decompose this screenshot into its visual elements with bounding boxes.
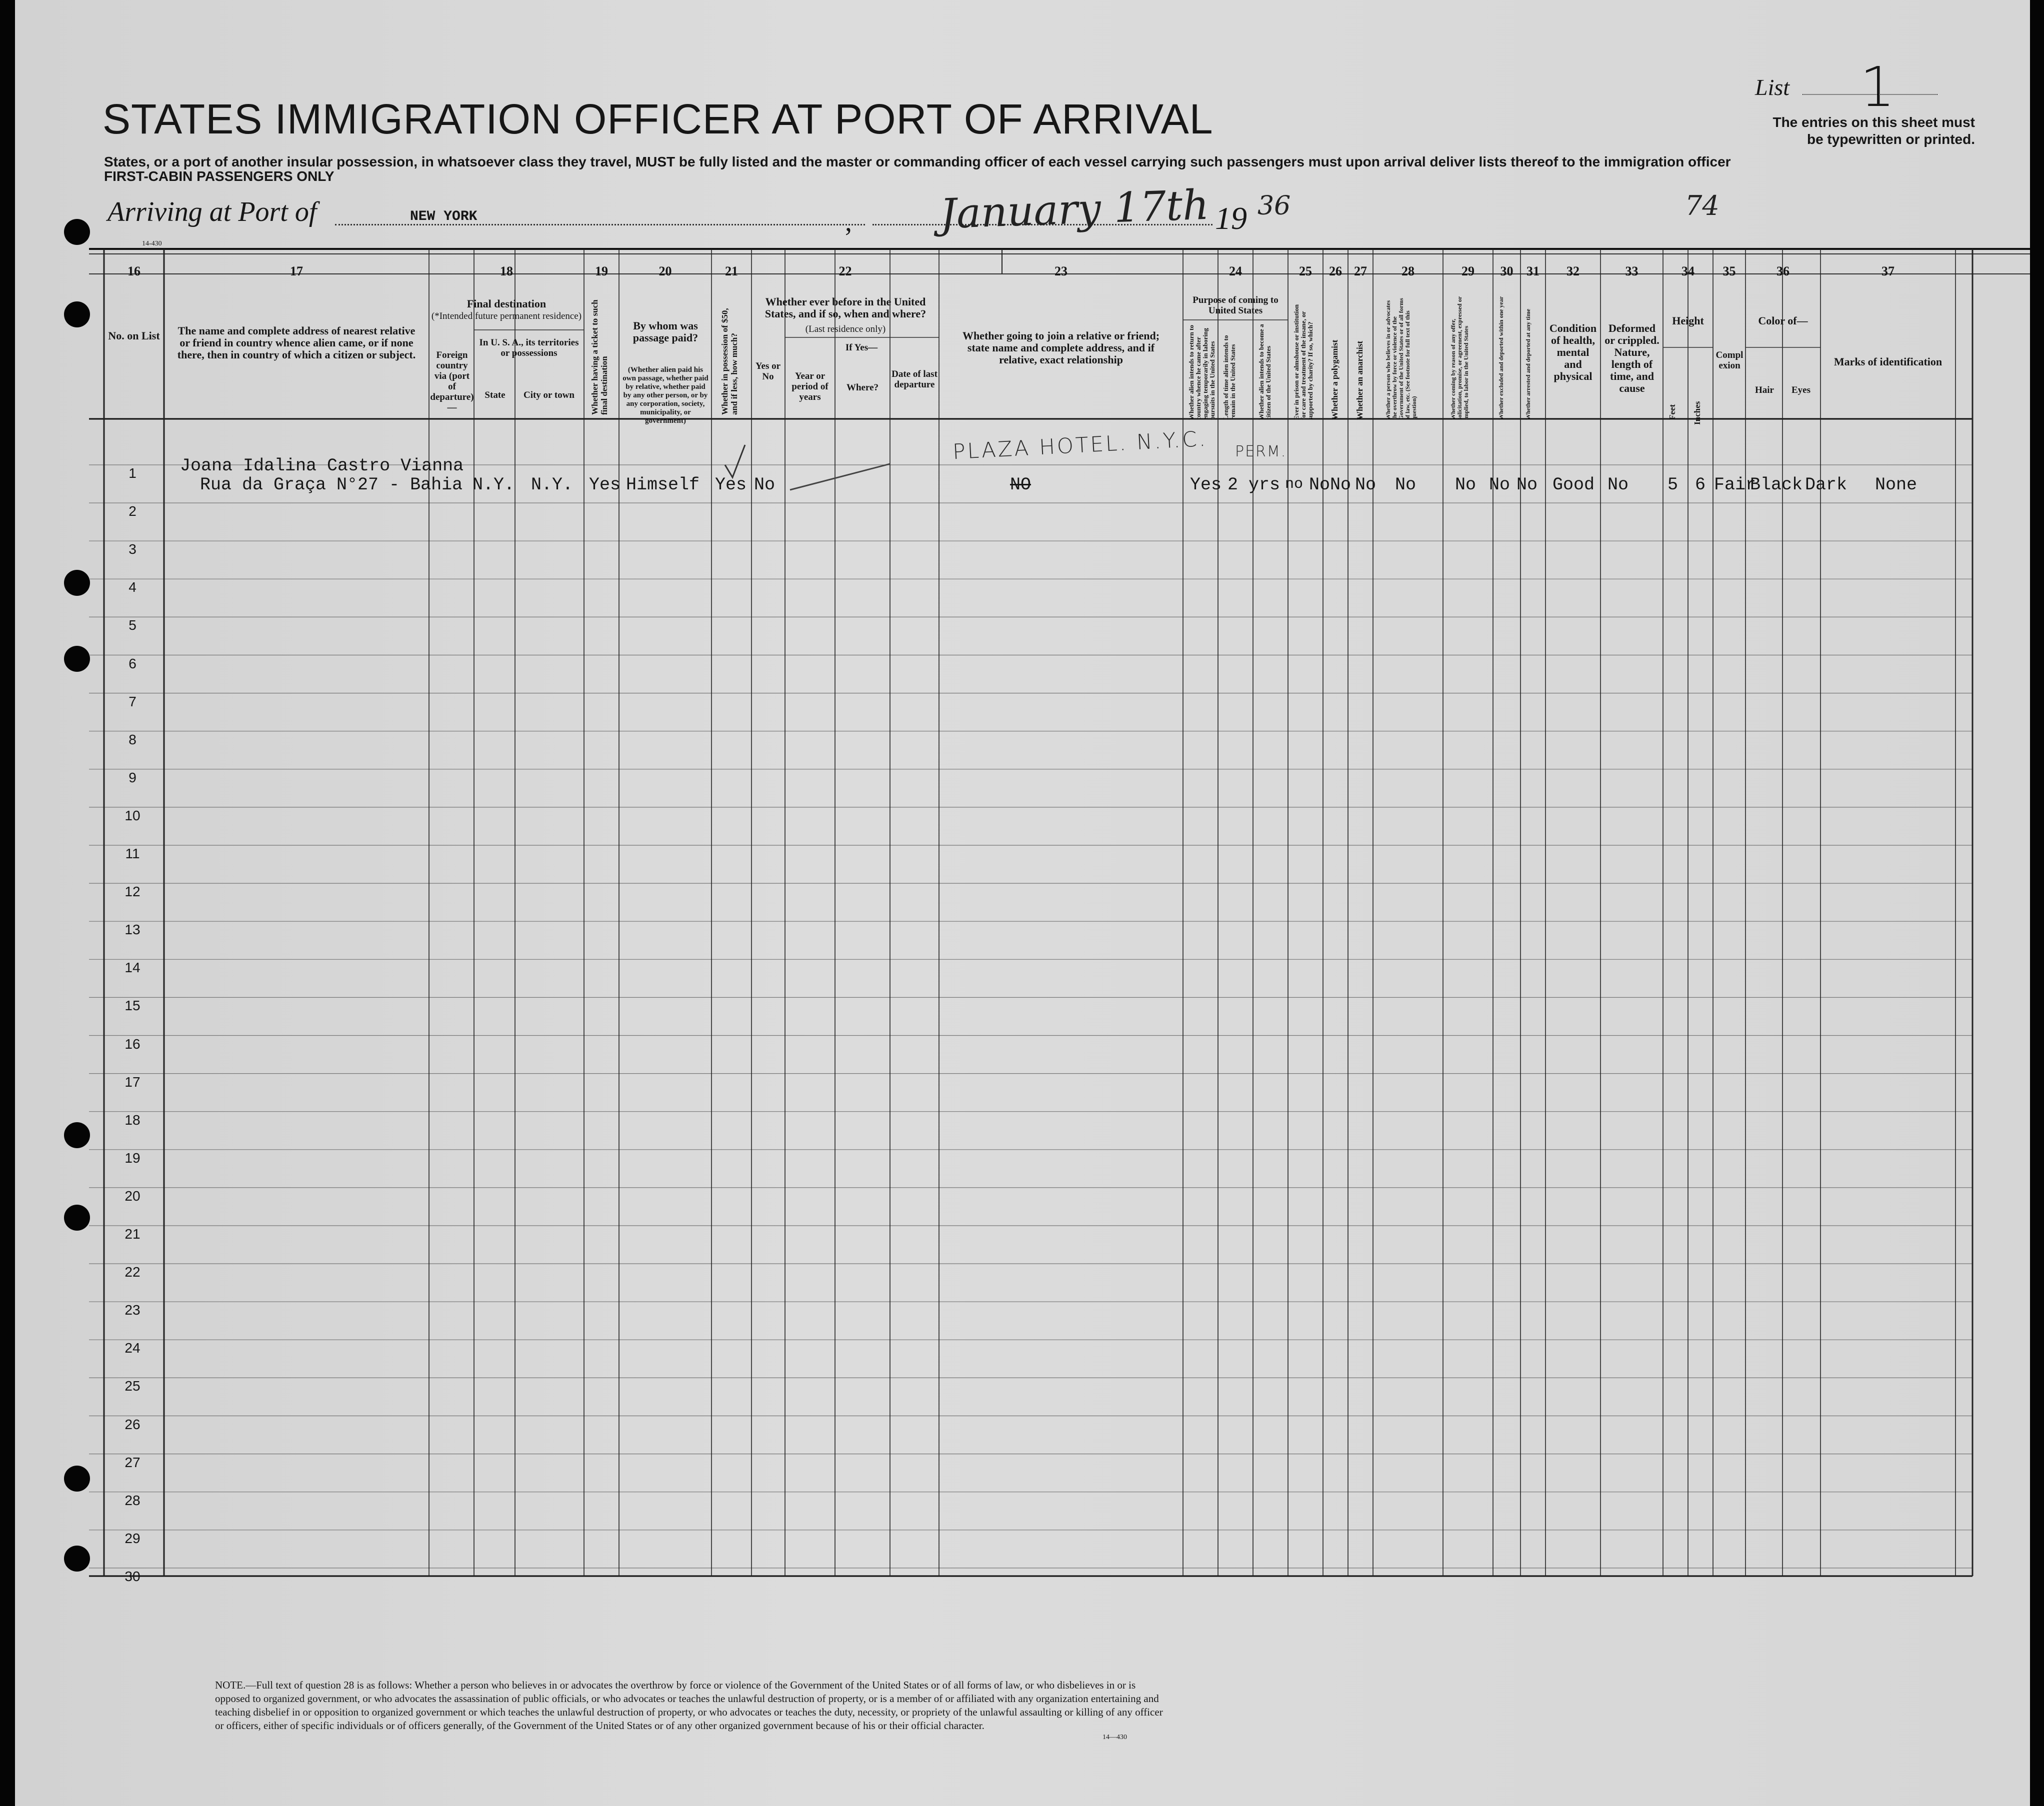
header-final-destination-sub: (*Intended future permanent residence) [431, 311, 582, 321]
header-relative: The name and complete address of nearest relative or friend in country whence alien came, or if none there, then in country of which a citizen or subject. [177, 324, 416, 361]
entry-stay-annotation: PERM. [1235, 443, 1287, 460]
entry-health: Good [1552, 475, 1595, 495]
header-length-of-stay: Length of time alien intends to remain in the United States [1222, 335, 1236, 420]
row-number: 8 [128, 731, 136, 747]
row-number: 5 [128, 617, 136, 633]
colnum-17: 17 [290, 264, 303, 278]
row-number: 2 [128, 503, 136, 519]
row-number: 29 [124, 1530, 140, 1546]
row-number: 28 [124, 1492, 140, 1508]
row-number: 3 [128, 541, 136, 557]
row-number: 17 [124, 1074, 140, 1090]
entry-overthrow: No [1395, 475, 1416, 495]
row-number: 7 [128, 693, 136, 709]
entry-polygamist: No [1330, 475, 1352, 495]
row-number: 22 [124, 1264, 140, 1280]
row-number: 6 [128, 655, 136, 671]
row-number: 4 [128, 579, 136, 595]
header-eyes: Eyes [1792, 385, 1810, 395]
list-number: 1 [1860, 55, 1895, 119]
row-number: 21 [124, 1226, 140, 1242]
row-number: 9 [128, 769, 136, 785]
header-deformed: Deformed or crippled. Nature, length of time, and cause [1604, 322, 1660, 394]
entry-citizen: no [1285, 476, 1304, 493]
entry-join-handwritten: PLAZA HOTEL. N.Y.C. [952, 426, 1208, 464]
comma: , [845, 206, 852, 237]
row-number: 13 [124, 922, 140, 938]
colnum-33: 33 [1625, 264, 1638, 278]
entry-has-50: Yes [715, 475, 747, 495]
entry-feet: 5 [1668, 475, 1678, 495]
entry-inches: 6 [1695, 475, 1706, 495]
entry-deported: No [1516, 475, 1538, 495]
list-label: List [1755, 74, 1790, 100]
footnote-form-code: 14—430 [1102, 1734, 1127, 1741]
entry-eyes: Dark [1805, 475, 1848, 495]
entry-state: N.Y. [472, 475, 515, 495]
header-foreign-country: Foreign country via (port of departure)— [430, 350, 474, 413]
entry-before-us: No [754, 475, 776, 495]
row-number: 20 [124, 1188, 140, 1204]
colnum-21: 21 [725, 264, 738, 278]
header-passage-paid: By whom was passage paid? [632, 319, 698, 344]
row-number: 19 [124, 1150, 140, 1166]
header-hair: Hair [1755, 385, 1774, 395]
entry-complexion: Fair [1714, 475, 1756, 495]
colnum-16: 16 [128, 264, 140, 278]
port-value: NEW YORK [410, 209, 478, 224]
colnum-22: 22 [838, 264, 852, 278]
colnum-24: 24 [1229, 264, 1242, 278]
entry-anarchist: No [1355, 475, 1376, 495]
row-number: 14 [124, 960, 140, 976]
entry-purpose: Yes [1190, 475, 1222, 495]
entry-ticket: Yes [589, 475, 621, 495]
header-if-yes: If Yes— [845, 342, 878, 353]
header-no-on-list: No. on List [108, 329, 160, 342]
entry-length-of-stay: 2 yrs [1228, 475, 1280, 495]
class-line: FIRST-CABIN PASSENGERS ONLY [104, 168, 334, 184]
header-labor-offer: Whether coming by reason of any offer, solicitation, promise, or agreement, expressed or implied, to labor in the United States [1450, 296, 1470, 420]
form-code-top: 14-430 [142, 240, 162, 247]
form-title: STATES IMMIGRATION OFFICER AT PORT OF ARRIVAL [102, 95, 1214, 142]
colnum-31: 31 [1526, 264, 1540, 278]
header-excluded: Whether excluded and deported within one year [1498, 296, 1504, 420]
header-overthrow: Whether a person who believes in or advocates the overthrow by force or violence of the Government of the United States or of all forms of law, etc. (See footnote for full text of this question) [1384, 298, 1418, 420]
header-usa: In U. S. A., its territories or possessions [479, 337, 579, 358]
entries-note-line-2: be typewritten or printed. [1806, 131, 1975, 147]
header-where: Where? [846, 382, 879, 393]
entry-city: N.Y. [531, 475, 574, 495]
year-prefix: 19 [1215, 200, 1247, 236]
footnote-question-28: NOTE.—Full text of question 28 is as follows: Whether a person who believes in or advocates the overthrow by force or violence of the Government of the United States or of all forms of law, or who disbelieves in or is opposed to organized government, or who advocates the assassination of public officials, or who advocates or teaches the unlawful destruction of property, or is a member of or affiliated with any organization entertaining and teaching disbelief in or opposition to organized government or which teaches the unlawful destruction of property, or who advocates or teaches the duty, necessity, or propriety of the unlawful assaulting or killing of any officer or officers, either of specific individuals or of officers generally, of the Government of the United States or of any other organized government because of his or their official character. [215, 1679, 1163, 1732]
header-final-destination: Final destination [466, 297, 546, 310]
colnum-23: 23 [1054, 264, 1068, 278]
row-number: 27 [124, 1454, 140, 1470]
entry-deformed: No [1608, 475, 1629, 495]
row-number: 23 [124, 1302, 140, 1318]
entry-paid-by: Himself [626, 475, 700, 495]
header-marks: Marks of identification [1834, 355, 1942, 368]
colnum-26: 26 [1329, 264, 1342, 278]
row-number: 30 [124, 1568, 140, 1584]
header-years: Year or period of years [792, 371, 828, 402]
header-join-relative: Whether going to join a relative or friend; state name and complete address, and if relative, exact relationship [962, 329, 1160, 366]
arrival-date: January 17th [939, 181, 1210, 238]
intro-line: States, or a port of another insular possession, in whatsoever class they travel, MUST be fully listed and the master or commanding officer of each vessel carrying such passengers must upon arrival deliver lists thereof to the immigration officer [104, 154, 1731, 169]
manifest-sheet [15, 0, 2030, 1806]
header-before-us-sub: (Last residence only) [805, 324, 886, 334]
sheet-code: 74 [1685, 190, 1720, 221]
colnum-37: 37 [1882, 264, 1894, 278]
colnum-25: 25 [1299, 264, 1312, 278]
row-number: 11 [125, 846, 140, 861]
row-number: 16 [124, 1036, 140, 1052]
header-color-of: Color of— [1758, 314, 1808, 327]
header-inches: Inches [1692, 401, 1702, 425]
entry-join-typed: NO [1010, 475, 1032, 495]
header-before-us: Whether ever before in the United States, and if so, when and where? [764, 295, 926, 320]
colnum-30: 30 [1500, 264, 1514, 278]
header-prison: Ever in prison or almshouse or institution for care and treatment of the insane, or supported by charity? If so, which? [1292, 304, 1314, 420]
colnum-28: 28 [1402, 264, 1414, 278]
header-deported: Whether arrested and deported at any time [1524, 308, 1532, 420]
check-and-dash-marks [705, 440, 915, 495]
header-feet: Feet [1668, 404, 1677, 420]
row-number: 25 [124, 1378, 140, 1394]
colnum-35: 35 [1722, 264, 1736, 278]
header-last-departure: Date of last departure [892, 369, 938, 390]
header-health: Condition of health, mental and physical [1549, 322, 1597, 382]
colnum-18: 18 [500, 264, 513, 278]
header-complexion: Complexion [1716, 350, 1744, 371]
colnum-32: 32 [1566, 264, 1580, 278]
entries-note-line-1: The entries on this sheet must [1772, 114, 1975, 130]
header-purpose: Purpose of coming to United States [1192, 295, 1278, 316]
row-number: 26 [124, 1416, 140, 1432]
colnum-20: 20 [658, 264, 672, 278]
entry-labor-offer: No [1455, 475, 1476, 495]
header-height: Height [1672, 314, 1704, 327]
header-citizen-intent: Whether alien intends to become a citizen of the United States [1258, 324, 1272, 420]
entry-hair: Black [1750, 475, 1803, 495]
row-number: 12 [124, 884, 140, 900]
header-city: City or town [523, 390, 575, 400]
entry-marks: None [1875, 475, 1918, 495]
header-passage-sub: (Whether alien paid his own passage, whether paid by relative, whether paid by any other person, or by any corporation, society, municipality, or government) [622, 366, 708, 425]
header-yes-no: Yes or No [755, 361, 781, 382]
header-ticket: Whether having a ticket to such final destination [590, 299, 609, 415]
entry-address: Rua da Graça N°27 - Bahia [200, 475, 463, 495]
row-number: 10 [124, 807, 140, 823]
colnum-29: 29 [1462, 264, 1474, 278]
arriving-label: Arriving at Port of [108, 196, 317, 227]
row-number: 15 [124, 998, 140, 1014]
entry-prison: No [1309, 475, 1330, 495]
colnum-34: 34 [1682, 264, 1694, 278]
header-return-intent: Whether alien intends to return to country whence he came after engaging temporarily in laboring pursuits in the United States [1188, 325, 1216, 420]
header-fifty-dollars: Whether in possession of $50, and if less, how much? [720, 308, 739, 415]
year-handwritten: 36 [1258, 191, 1291, 221]
header-state: State [484, 390, 506, 400]
header-polygamist: Whether a polygamist [1330, 339, 1340, 420]
entry-name: Joana Idalina Castro Vianna [180, 456, 464, 476]
row-number: 1 [128, 465, 136, 481]
row-number: 24 [124, 1340, 140, 1356]
colnum-19: 19 [595, 264, 608, 278]
colnum-27: 27 [1354, 264, 1367, 278]
colnum-36: 36 [1776, 264, 1790, 278]
row-number: 18 [124, 1112, 140, 1128]
entry-excluded: No [1489, 475, 1510, 495]
header-anarchist: Whether an anarchist [1355, 340, 1364, 420]
